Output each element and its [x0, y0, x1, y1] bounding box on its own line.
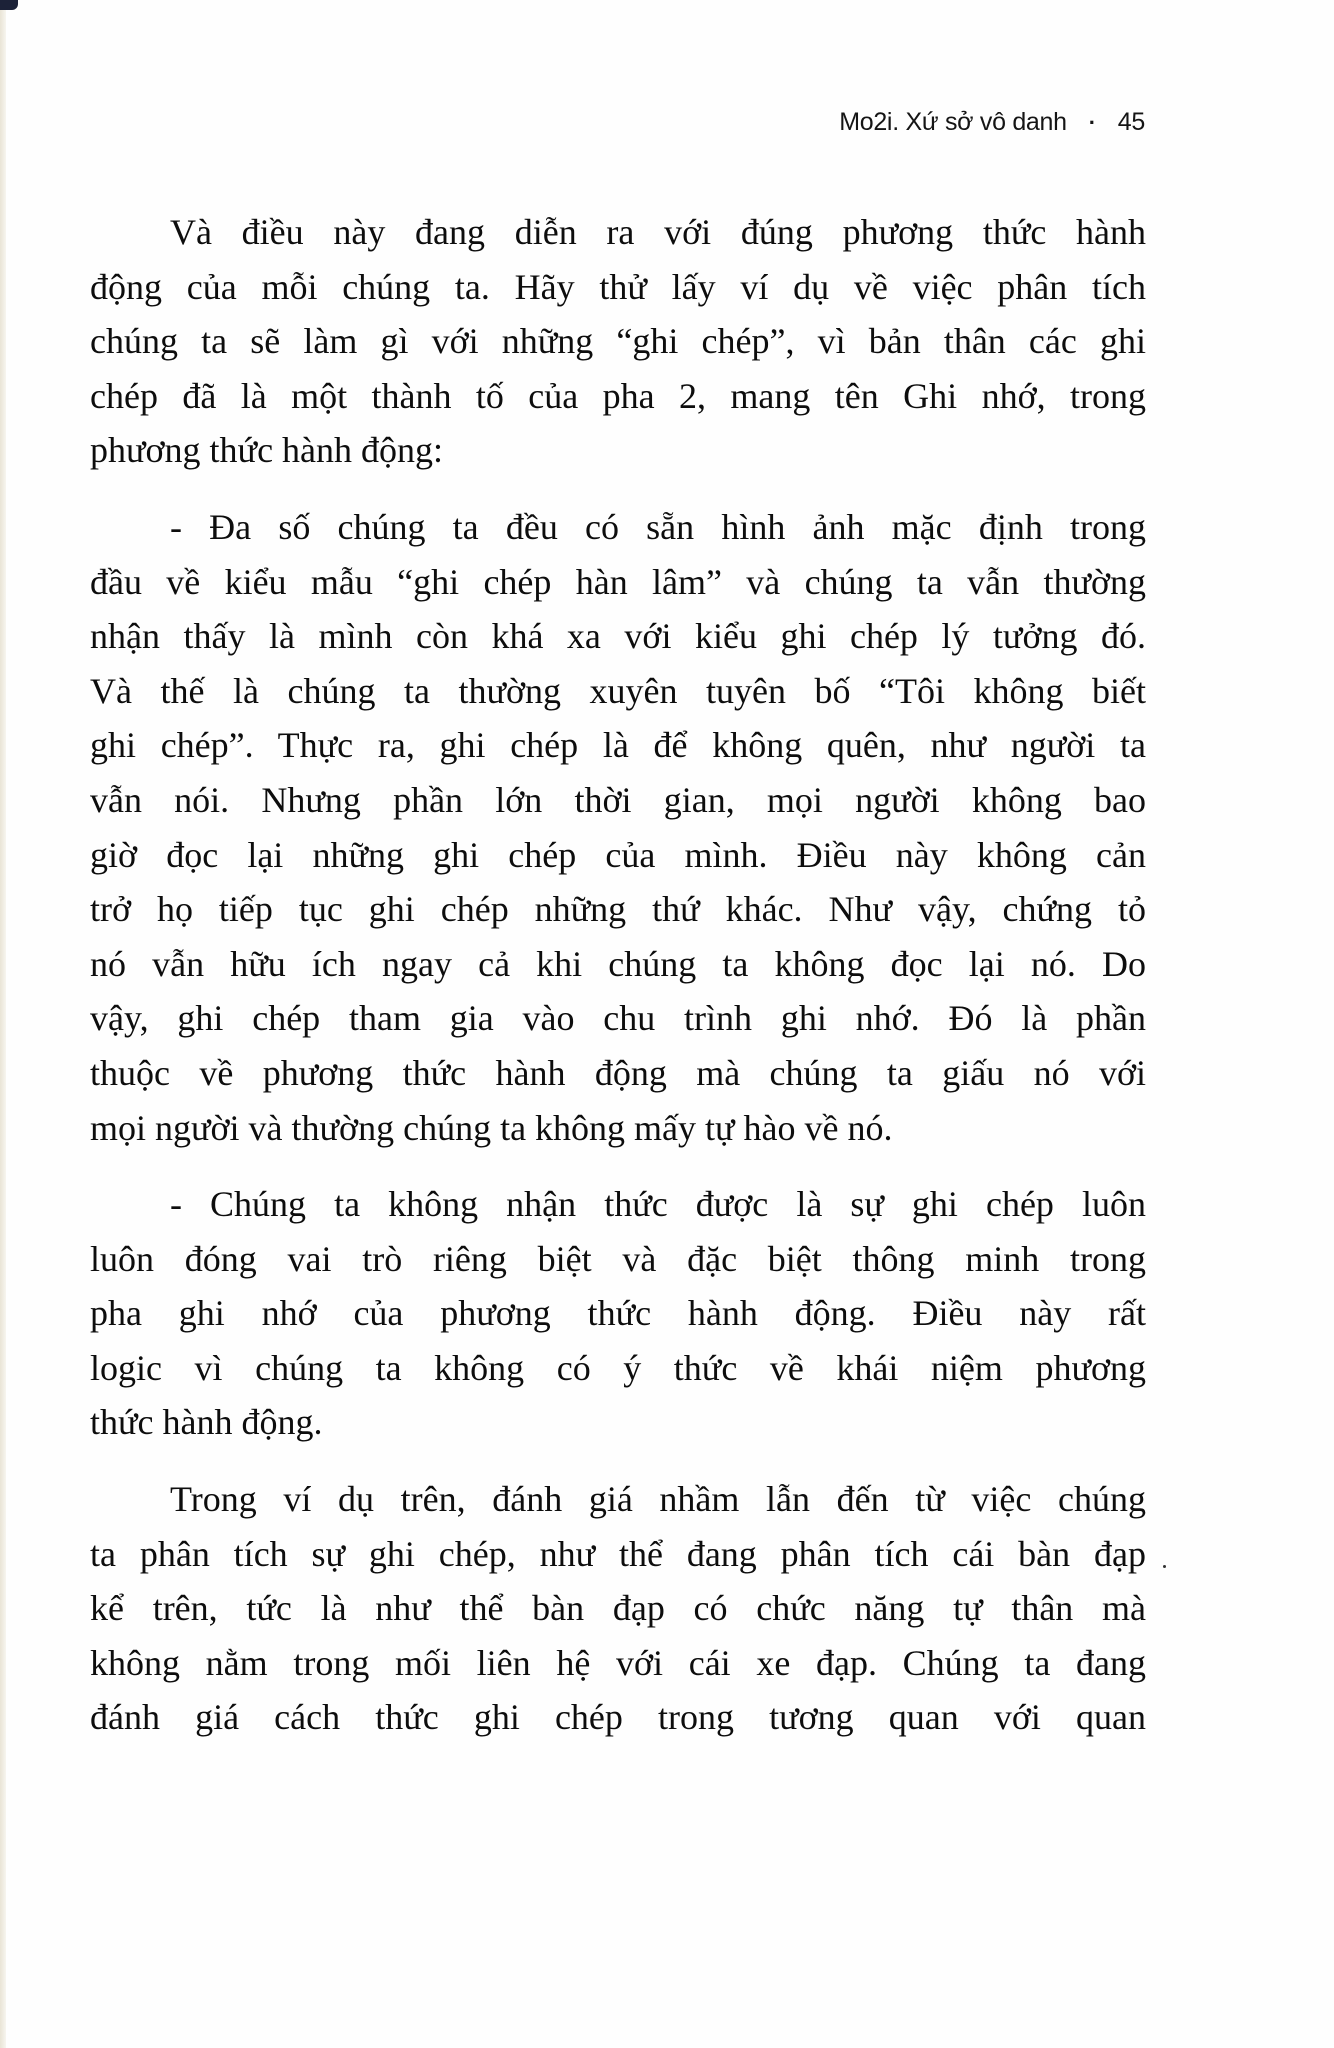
text-line: Và điều này đang diễn ra với đúng phương thức hành [170, 212, 1146, 252]
running-header [839, 108, 1145, 137]
text-line: nhận thấy là mình còn khá xa với kiểu ghi chép lý tưởng đó. [90, 616, 1146, 657]
text-line: Và thế là chúng ta thường xuyên tuyên bố “Tôi không biết [90, 670, 1146, 711]
text-line: logic vì chúng ta không có ý thức về khái niệm phương [90, 1347, 1146, 1388]
text-line: ta phân tích sự ghi chép, như thể đang phân tích cái bàn đạp [90, 1533, 1146, 1574]
text-line: chúng ta sẽ làm gì với những “ghi chép”, vì bản thân các ghi [90, 321, 1146, 362]
print-speck [1163, 1565, 1166, 1568]
text-line: kể trên, tức là như thể bàn đạp có chức năng tự thân mà [90, 1588, 1146, 1629]
text-line: mọi người và thường chúng ta không mấy tự hào về nó. [90, 1107, 893, 1148]
text-line: vẫn nói. Nhưng phần lớn thời gian, mọi người không bao [90, 779, 1146, 820]
body-text [90, 205, 1146, 1767]
text-line: thức hành động. [90, 1402, 323, 1443]
text-line: trở họ tiếp tục ghi chép những thứ khác. Như vậy, chứng tỏ [90, 889, 1146, 930]
bullet-paragraph-2 [90, 1177, 1146, 1450]
text-line: Trong ví dụ trên, đánh giá nhầm lẫn đến từ việc chúng [170, 1479, 1146, 1520]
text-line: chép đã là một thành tố của pha 2, mang tên Ghi nhớ, trong [90, 375, 1146, 416]
text-line: giờ đọc lại những ghi chép của mình. Điều này không cản [90, 834, 1146, 875]
text-line: - Đa số chúng ta đều có sẵn hình ảnh mặc định trong [170, 506, 1146, 547]
scan-corner-shadow [0, 0, 18, 10]
text-line: pha ghi nhớ của phương thức hành động. Điều này rất [90, 1293, 1146, 1334]
text-line: phương thức hành động: [90, 430, 444, 471]
text-line: - Chúng ta không nhận thức được là sự ghi chép luôn [170, 1184, 1146, 1225]
page-number: 45 [1117, 108, 1145, 136]
paragraph-intro [90, 205, 1146, 478]
text-line: không nằm trong mối liên hệ với cái xe đạp. Chúng ta đang [90, 1642, 1146, 1683]
text-line: đầu về kiểu mẫu “ghi chép hàn lâm” và chúng ta vẫn thường [90, 561, 1146, 602]
text-line: luôn đóng vai trò riêng biệt và đặc biệt thông minh trong [90, 1238, 1146, 1279]
text-line: thuộc về phương thức hành động mà chúng ta giấu nó với [90, 1052, 1146, 1093]
bullet-paragraph-1 [90, 500, 1146, 1155]
paragraph-conclusion [90, 1472, 1146, 1745]
text-line: ghi chép”. Thực ra, ghi chép là để không quên, như người ta [90, 725, 1146, 766]
page-gutter-edge [0, 10, 6, 2048]
text-line: nó vẫn hữu ích ngay cả khi chúng ta không đọc lại nó. Do [90, 943, 1146, 984]
text-line: động của mỗi chúng ta. Hãy thử lấy ví dụ về việc phân tích [90, 266, 1146, 307]
text-line: đánh giá cách thức ghi chép trong tương quan với quan [90, 1697, 1146, 1738]
running-title: Mo2i. Xứ sở vô danh [839, 108, 1067, 136]
header-separator: · [1088, 109, 1096, 135]
text-line: vậy, ghi chép tham gia vào chu trình ghi nhớ. Đó là phần [90, 998, 1146, 1039]
